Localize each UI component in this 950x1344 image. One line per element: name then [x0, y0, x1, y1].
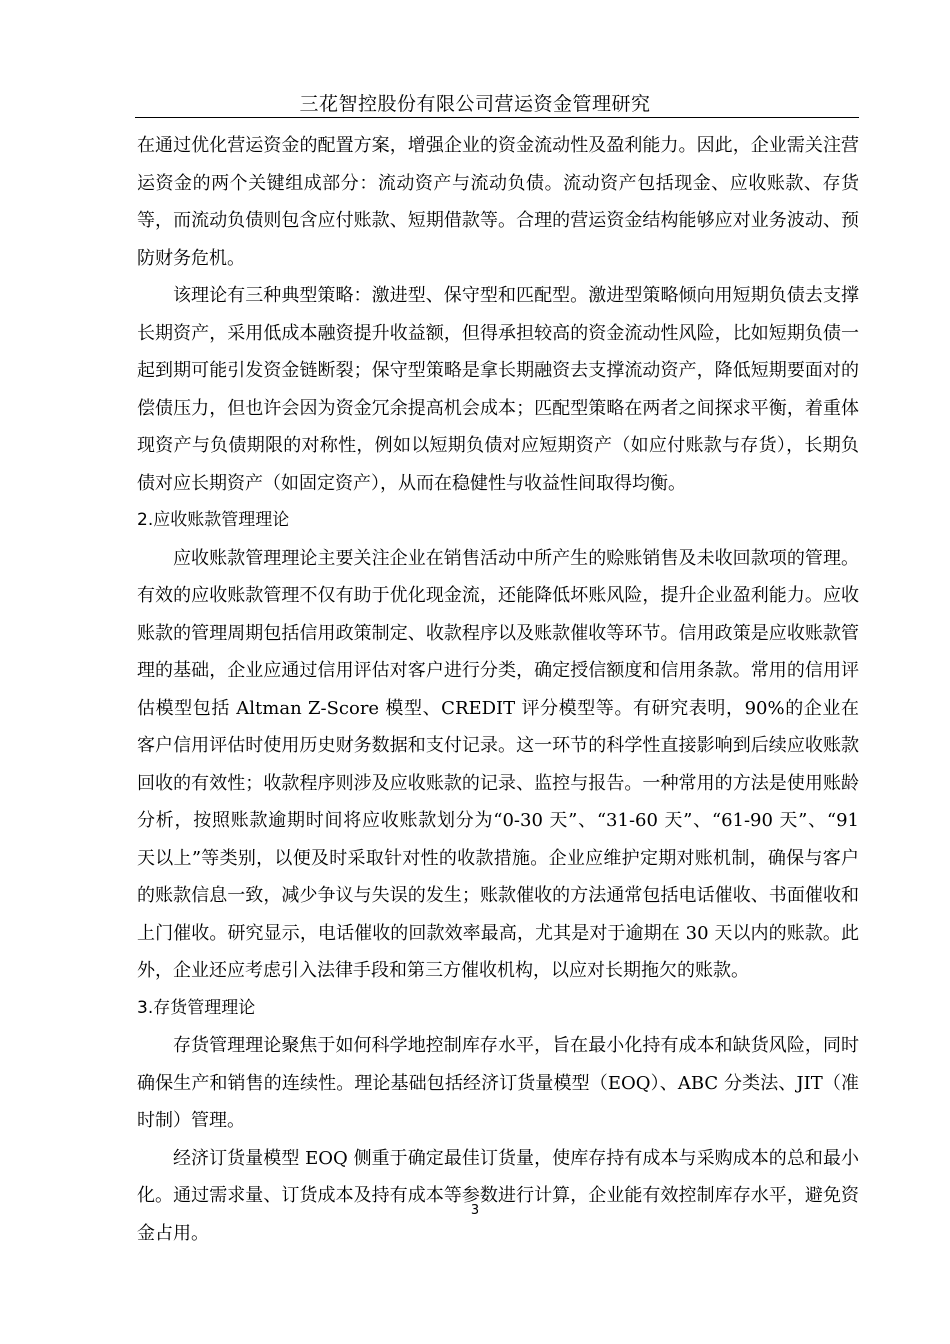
paragraph-three-strategies: 该理论有三种典型策略：激进型、保守型和匹配型。激进型策略倾向用短期负债去支撑长期资产，采用低成本融资提升收益额，但得承担较高的资金流动性风险，比如短期负债一起到期可能引发资金链断裂；保守型策略是拿长期融资去支撑流动资产，降低短期要面对的偿债压力，但也许会因为资金冗余提高机会成本；匹配型策略在两者之间探求平衡，着重体现资产与负债期限的对称性，例如以短期负债对应短期资产（如应付账款与存货），长期负债对应长期资产（如固定资产），从而在稳健性与收益性间取得均衡。	[137, 285, 859, 494]
header-rule	[135, 117, 859, 118]
section-heading-inventory: 3.存货管理理论	[137, 997, 256, 1018]
page-number: 3	[470, 1203, 480, 1218]
paragraph-inventory-theory: 存货管理理论聚焦于如何科学地控制库存水平，旨在最小化持有成本和缺货风险，同时确保生产和销售的连续性。理论基础包括经济订货量模型（EOQ）、ABC 分类法、JIT（准时制）管理。	[137, 1035, 859, 1131]
paragraph-eoq-model: 经济订货量模型 EOQ 侧重于确定最佳订货量，使库存持有成本与采购成本的总和最小化。通过需求量、订货成本及持有成本等参数进行计算，企业能有效控制库存水平，避免资金占用。	[137, 1147, 859, 1244]
document-body	[137, 127, 859, 1252]
running-header-title: 三花智控股份有限公司营运资金管理研究	[299, 93, 651, 115]
paragraph-working-capital-structure: 在通过优化营运资金的配置方案，增强企业的资金流动性及盈利能力。因此，企业需关注营运资金的两个关键组成部分：流动资产与流动负债。流动资产包括现金、应收账款、存货等，而流动负债则包含应付账款、短期借款等。合理的营运资金结构能够应对业务波动、预防财务危机。	[137, 135, 859, 269]
section-heading-receivables: 2.应收账款管理理论	[137, 510, 290, 530]
paragraph-receivables-theory: 应收账款管理理论主要关注企业在销售活动中所产生的赊账销售及未收回款项的管理。有效的应收账款管理不仅有助于优化现金流，还能降低坏账风险，提升企业盈利能力。应收账款的管理周期包括信用政策制定、收款程序以及账款催收等环节。信用政策是应收账款管理的基础，企业应通过信用评估对客户进行分类，确定授信额度和信用条款。常用的信用评估模型包括 Altman Z-Score 模型、CREDIT 评分模型等。有研究表明，90%的企业在客户信用评估时使用历史财务数据和支付记录。这一环节的科学性直接影响到后续应收账款回收的有效性；收款程序则涉及应收账款的记录、监控与报告。一种常用的方法是使用账龄分析，按照账款逾期时间将应收账款划分为“0-30 天”、“31-60 天”、“61-90 天”、“91 天以上”等类别，以便及时采取针对性的收款措施。企业应维护定期对账机制，确保与客户的账款信息一致，减少争议与失误的发生；账款催收的方法通常包括电话催收、书面催收和上门催收。研究显示，电话催收的回款效率最高，尤其是对于逾期在 30 天以内的账款。此外，企业还应考虑引入法律手段和第三方催收机构，以应对长期拖欠的账款。	[137, 547, 859, 981]
